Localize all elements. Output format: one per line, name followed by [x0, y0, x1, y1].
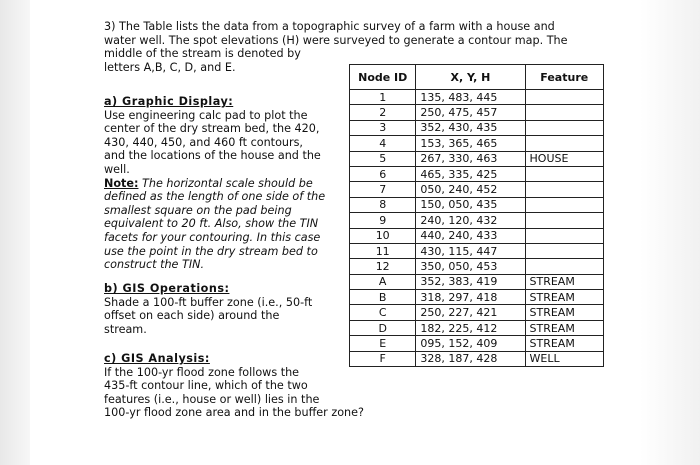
feature-cell [525, 243, 603, 258]
table-row [350, 320, 604, 335]
feature-cell: STREAM [525, 336, 603, 351]
table-row [350, 182, 604, 197]
section-c-heading: c) GIS Analysis: [104, 352, 210, 365]
xyh-cell: 153, 365, 465 [416, 136, 525, 151]
node-id-cell: 11 [350, 243, 416, 258]
page-edge-shadow [0, 0, 30, 465]
section-a-note [104, 177, 332, 272]
section-b-body: Shade a 100-ft buffer zone (i.e., 50-ft offset on each side) around the stream. [104, 295, 313, 336]
table-row [350, 274, 604, 289]
header-xyh: X, Y, H [416, 65, 525, 90]
xyh-cell: 240, 120, 432 [416, 213, 525, 228]
feature-cell: STREAM [525, 274, 603, 289]
node-id-cell: 1 [350, 90, 416, 105]
xyh-cell: 352, 430, 435 [416, 120, 525, 135]
node-id-cell: 12 [350, 259, 416, 274]
table-row [350, 351, 604, 366]
xyh-cell: 267, 330, 463 [416, 151, 525, 166]
table-row [350, 105, 604, 120]
node-id-cell: 5 [350, 151, 416, 166]
section-b-heading: b) GIS Operations: [104, 282, 230, 295]
table-row [350, 197, 604, 212]
xyh-cell: 430, 115, 447 [416, 243, 525, 258]
header-node-id: Node ID [350, 65, 416, 90]
feature-cell [525, 228, 603, 243]
feature-cell [525, 120, 603, 135]
feature-cell [525, 90, 603, 105]
feature-cell [525, 182, 603, 197]
feature-cell: STREAM [525, 320, 603, 335]
feature-cell [525, 105, 603, 120]
xyh-cell: 182, 225, 412 [416, 320, 525, 335]
xyh-cell: 050, 240, 452 [416, 182, 525, 197]
feature-cell [525, 136, 603, 151]
node-id-cell: D [350, 320, 416, 335]
section-a-body: Use engineering calc pad to plot the center of the dry stream bed, the 420, 430, 440, 450, and 460 ft contours, and the locations of the house and the well. [104, 108, 321, 176]
node-id-cell: B [350, 290, 416, 305]
node-id-cell: 4 [350, 136, 416, 151]
feature-cell [525, 197, 603, 212]
xyh-cell: 250, 227, 421 [416, 305, 525, 320]
problem-document [104, 20, 604, 420]
node-id-cell: 3 [350, 120, 416, 135]
table-row [350, 151, 604, 166]
xyh-cell: 465, 335, 425 [416, 166, 525, 181]
table-row [350, 213, 604, 228]
survey-table-body [350, 90, 604, 367]
table-row [350, 136, 604, 151]
xyh-cell: 150, 050, 435 [416, 197, 525, 212]
node-id-cell: 10 [350, 228, 416, 243]
feature-cell [525, 166, 603, 181]
node-id-cell: F [350, 351, 416, 366]
table-row [350, 259, 604, 274]
note-label: Note: [104, 176, 139, 190]
xyh-cell: 095, 152, 409 [416, 336, 525, 351]
xyh-cell: 440, 240, 433 [416, 228, 525, 243]
feature-cell: HOUSE [525, 151, 603, 166]
table-header-row [350, 65, 604, 90]
table-row [350, 290, 604, 305]
table-row [350, 243, 604, 258]
feature-cell: STREAM [525, 290, 603, 305]
feature-cell [525, 259, 603, 274]
node-id-cell: C [350, 305, 416, 320]
feature-cell [525, 213, 603, 228]
section-gis-operations [104, 282, 332, 336]
table-row [350, 336, 604, 351]
note-text: The horizontal scale should be defined as the length of one side of the smallest square on the pad being equivalent to 20 ft. Also, show the TIN facets for your contouring. In this case use the point in the dry stream bed to construct the TIN. [104, 176, 326, 272]
node-id-cell: A [350, 274, 416, 289]
node-id-cell: 6 [350, 166, 416, 181]
page-edge-right [640, 0, 700, 465]
xyh-cell: 350, 050, 453 [416, 259, 525, 274]
table-row [350, 166, 604, 181]
header-feature: Feature [525, 65, 603, 90]
xyh-cell: 318, 297, 418 [416, 290, 525, 305]
feature-cell: STREAM [525, 305, 603, 320]
xyh-cell: 135, 483, 445 [416, 90, 525, 105]
feature-cell: WELL [525, 351, 603, 366]
table-row [350, 305, 604, 320]
xyh-cell: 328, 187, 428 [416, 351, 525, 366]
xyh-cell: 352, 383, 419 [416, 274, 525, 289]
survey-table [349, 64, 604, 367]
node-id-cell: 8 [350, 197, 416, 212]
section-c-body: If the 100-yr flood zone follows the 435-ft contour line, which of the two features (i.e., house or well) lies in the 100-yr flood zone area and in the buffer zone? [104, 365, 364, 420]
table-row [350, 90, 604, 105]
node-id-cell: E [350, 336, 416, 351]
node-id-cell: 9 [350, 213, 416, 228]
table-row [350, 120, 604, 135]
problem-intro: 3) The Table lists the data from a topographic survey of a farm with a house and water well. The spot elevations (H) were surveyed to generate a contour map. The middle of the stream is denoted by letters A,B, C, D, and E. [104, 20, 568, 74]
section-a-heading: a) Graphic Display: [104, 95, 234, 108]
section-graphic-display [104, 95, 332, 272]
table-row [350, 228, 604, 243]
node-id-cell: 7 [350, 182, 416, 197]
xyh-cell: 250, 475, 457 [416, 105, 525, 120]
node-id-cell: 2 [350, 105, 416, 120]
